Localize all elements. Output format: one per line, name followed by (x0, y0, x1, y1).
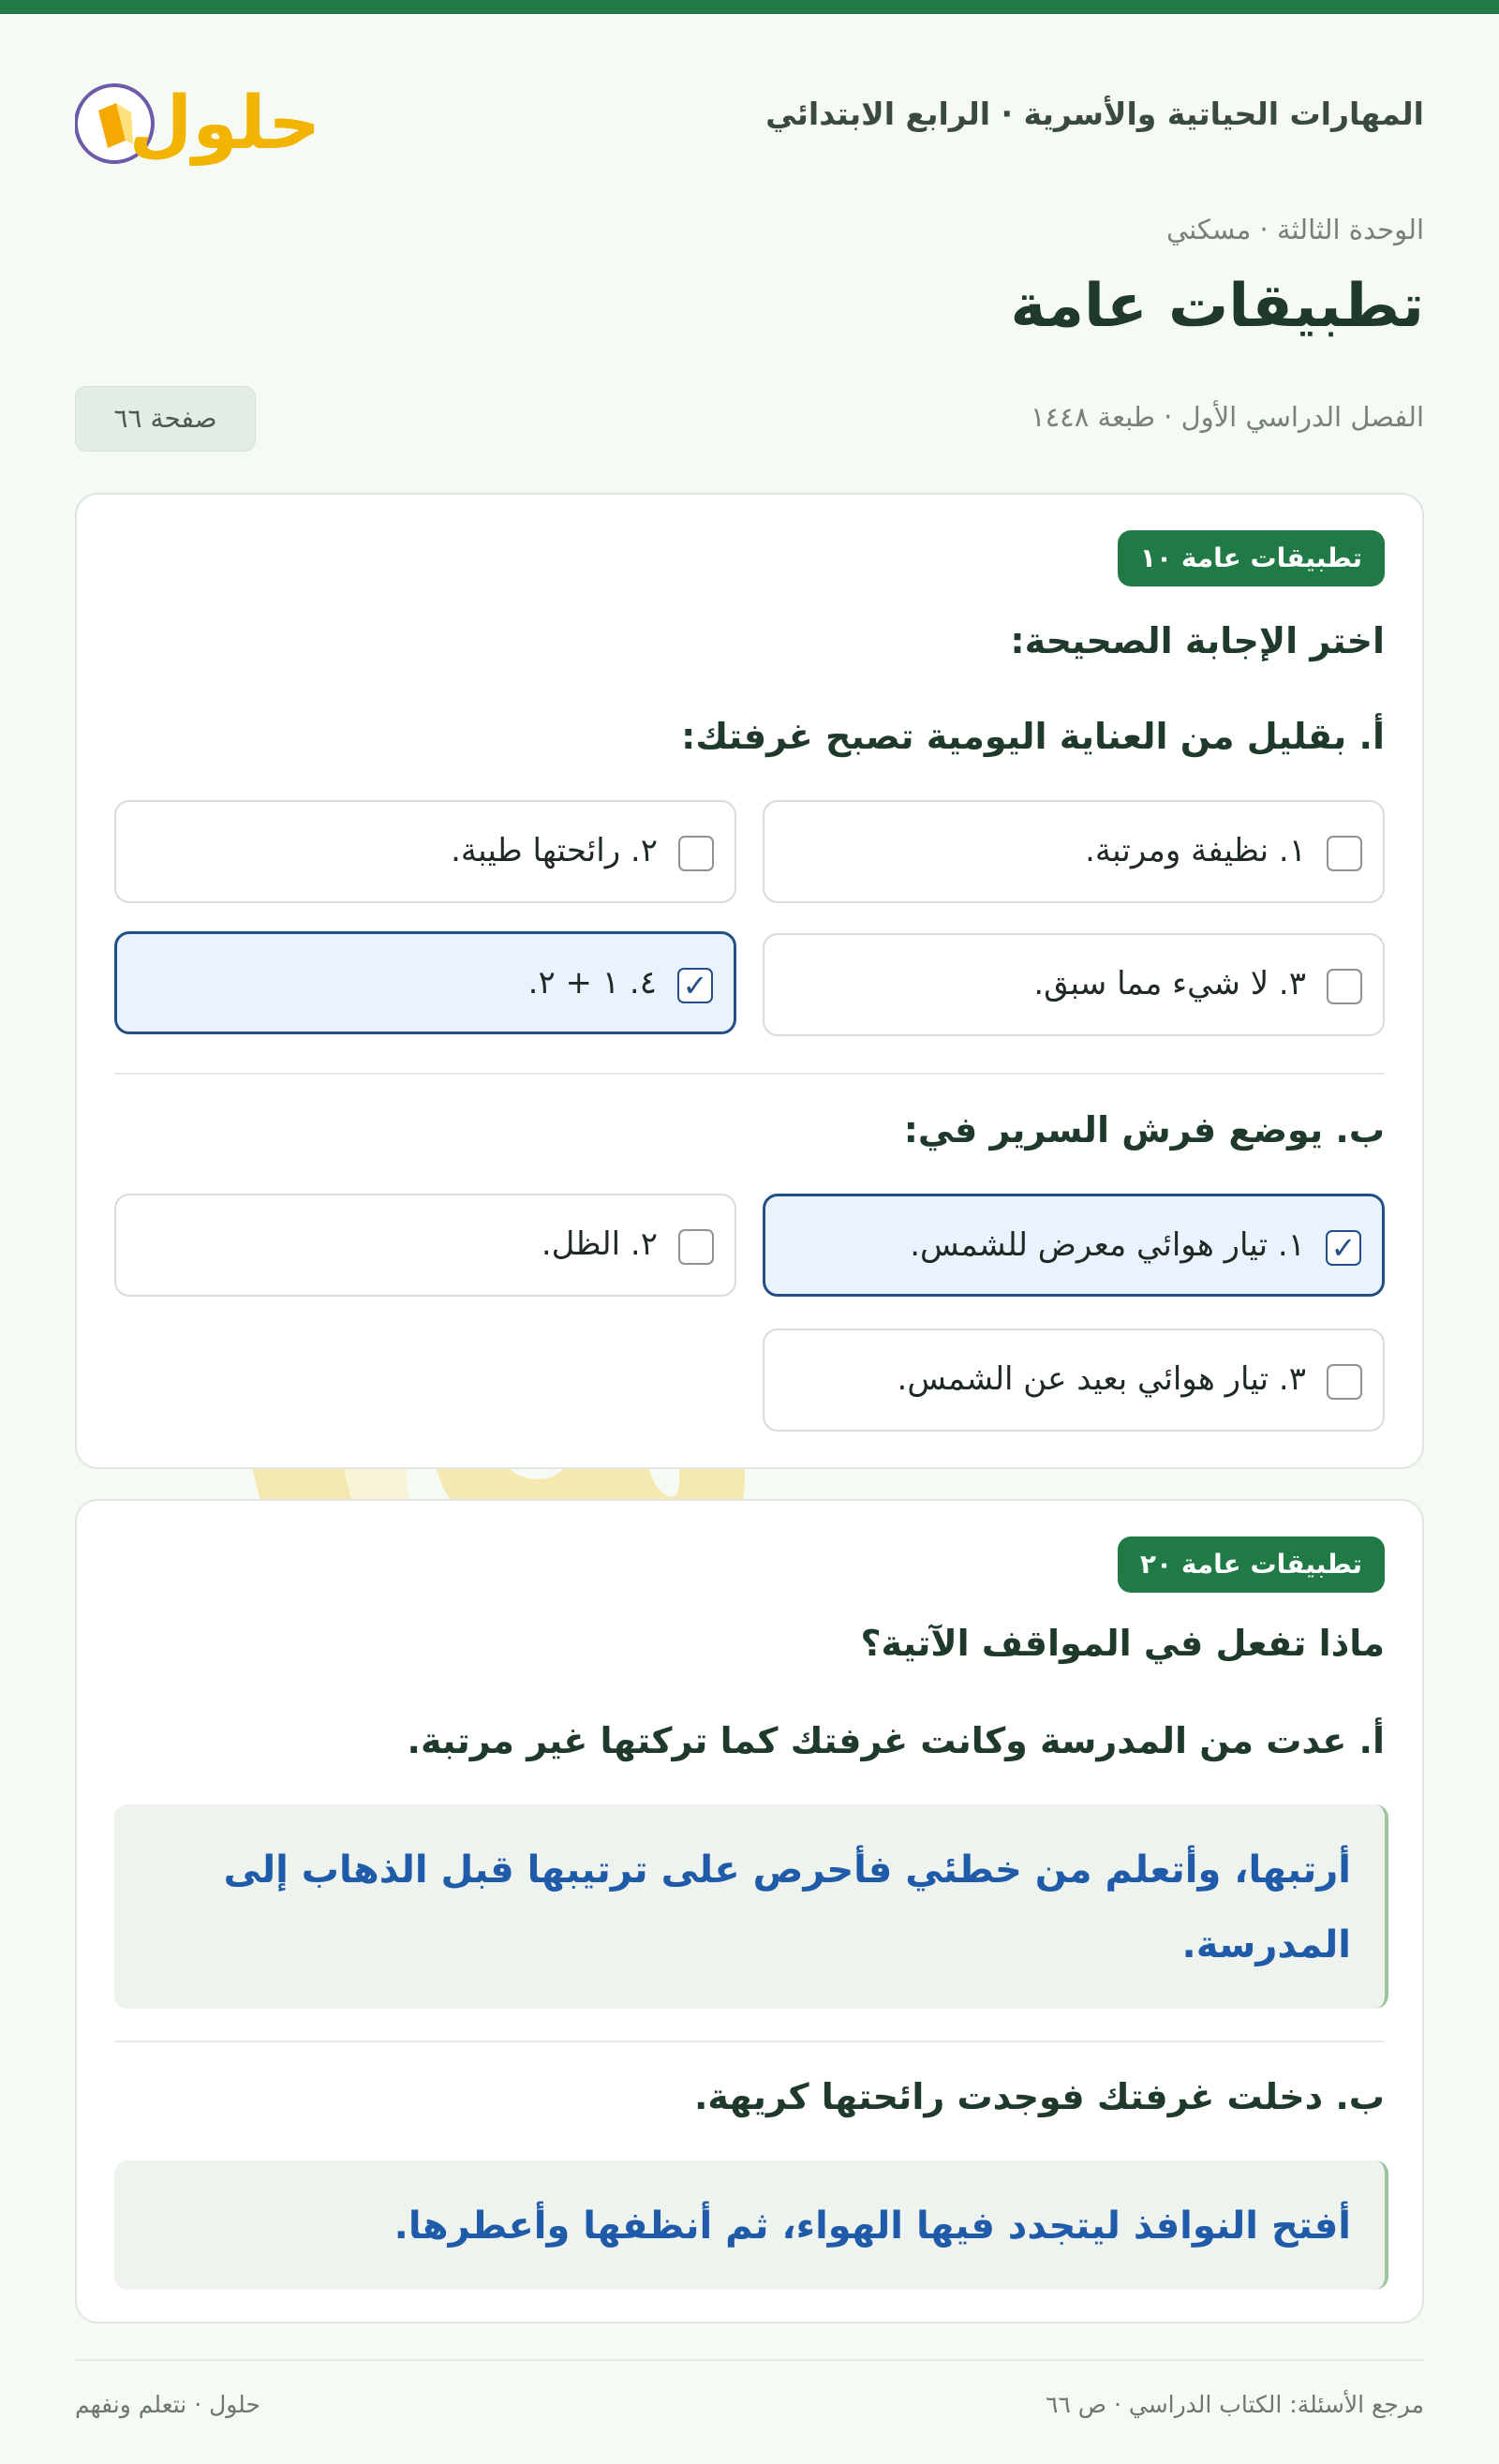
checkbox[interactable] (1327, 969, 1362, 1004)
option-b1[interactable] (763, 1194, 1385, 1297)
option-a3[interactable] (763, 933, 1385, 1036)
option-label: ٣. لا شيء مما سبق. (1033, 965, 1306, 1002)
top-accent-bar (0, 0, 1499, 14)
section-badge: تطبيقات عامة ٢٠ (1118, 1536, 1385, 1593)
unit-label: الوحدة الثالثة · مسكني (1165, 214, 1424, 245)
footer-reference: مرجع الأسئلة: الكتاب الدراسي · ص ٦٦ (1045, 2391, 1424, 2418)
footer-brand: حلول · نتعلم ونفهم (75, 2391, 260, 2418)
checkbox-checked[interactable]: ✓ (1326, 1230, 1361, 1266)
option-a1[interactable] (763, 800, 1385, 903)
exercise-card-2 (75, 1499, 1424, 2323)
checkbox[interactable] (1327, 1364, 1362, 1400)
question-b: ب. يوضع فرش السرير في: (903, 1109, 1385, 1150)
page-number-badge: صفحة ٦٦ (75, 386, 256, 452)
footer-divider (75, 2359, 1424, 2361)
option-label: ٤. ١ + ٢. (527, 964, 657, 1002)
question-b: ب. دخلت غرفتك فوجدت رائحتها كريهة. (694, 2076, 1385, 2117)
question-a: أ. بقليل من العناية اليومية تصبح غرفتك: (681, 716, 1385, 757)
hulul-logo[interactable] (75, 62, 337, 174)
checkbox[interactable] (678, 836, 714, 871)
section-badge: تطبيقات عامة ١٠ (1118, 530, 1385, 586)
option-label: ١. نظيفة ومرتبة. (1085, 832, 1306, 869)
book-title: المهارات الحياتية والأسرية · الرابع الابتدائي (765, 96, 1424, 132)
checkbox-checked[interactable]: ✓ (677, 968, 713, 1003)
checkbox[interactable] (678, 1229, 714, 1265)
page-header (75, 58, 1424, 180)
answer-b: أفتح النوافذ ليتجدد فيها الهواء، ثم أنظفها وأعطرها. (114, 2160, 1388, 2290)
term-label: الفصل الدراسي الأول · طبعة ١٤٤٨ (1031, 401, 1424, 433)
divider (114, 2041, 1385, 2042)
option-label: ٢. رائحتها طيبة. (451, 832, 658, 869)
option-b3[interactable] (763, 1328, 1385, 1432)
option-b2[interactable] (114, 1194, 736, 1297)
svg-text:حلول: حلول (128, 82, 321, 166)
option-label: ١. تيار هوائي معرض للشمس. (910, 1226, 1305, 1264)
option-label: ٢. الظل. (541, 1225, 658, 1263)
divider (114, 1073, 1385, 1075)
option-a4[interactable] (114, 931, 736, 1034)
exercise-card-1 (75, 493, 1424, 1469)
page-title: تطبيقات عامة (1010, 272, 1424, 341)
instruction-text: اختر الإجابة الصحيحة: (1010, 620, 1385, 661)
question-a: أ. عدت من المدرسة وكانت غرفتك كما تركتها غير مرتبة. (407, 1720, 1385, 1761)
checkbox[interactable] (1327, 836, 1362, 871)
answer-a: أرتبها، وأتعلم من خطئي فأحرص على ترتيبها قبل الذهاب إلى المدرسة. (114, 1804, 1388, 2009)
option-label: ٣. تيار هوائي بعيد عن الشمس. (897, 1360, 1306, 1398)
instruction-text: ماذا تفعل في المواقف الآتية؟ (860, 1623, 1385, 1664)
option-a2[interactable] (114, 800, 736, 903)
